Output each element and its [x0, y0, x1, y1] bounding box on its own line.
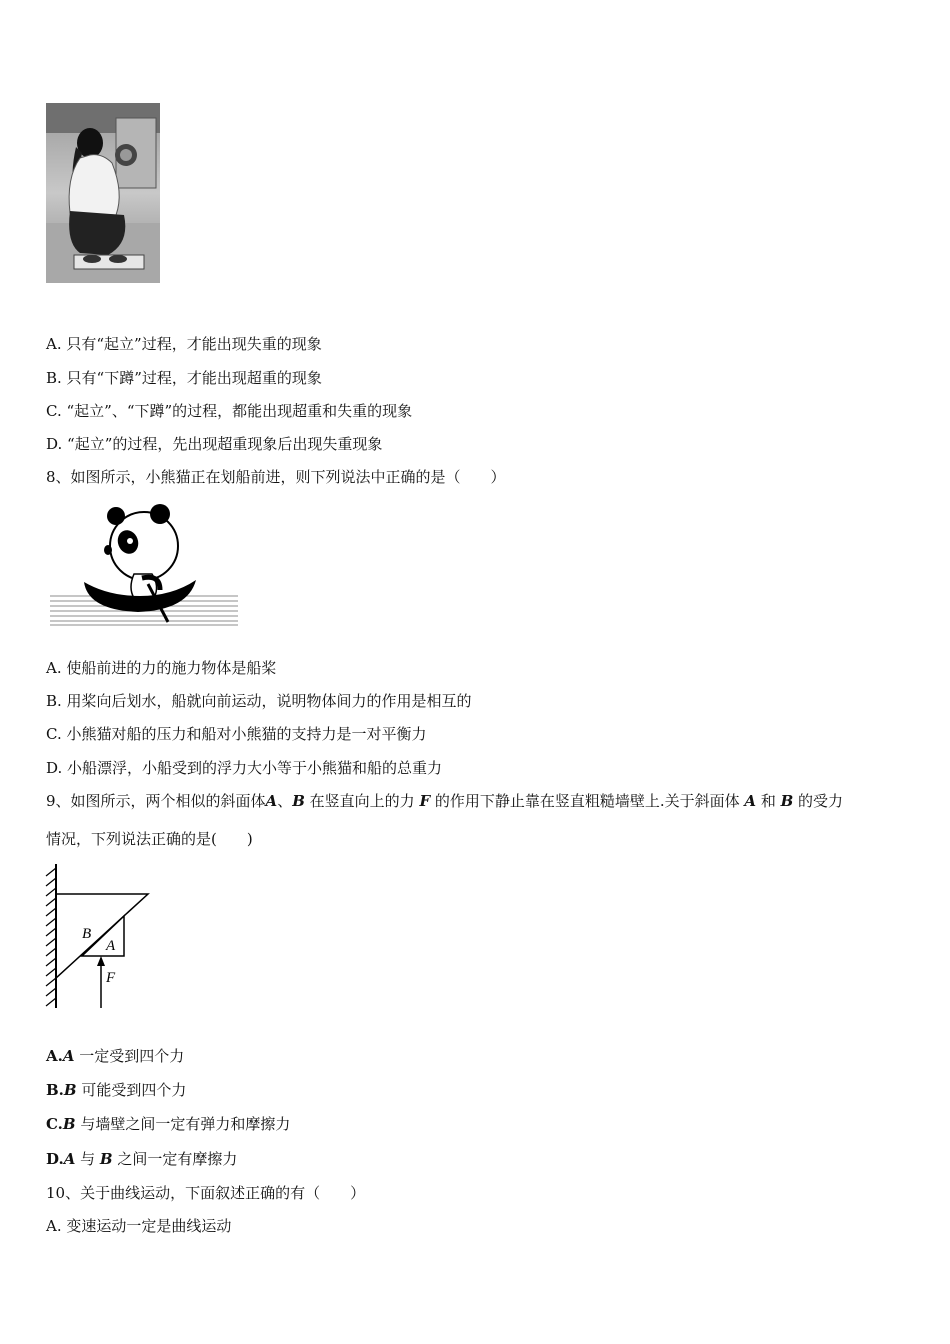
q9-option-a	[46, 1046, 184, 1066]
q9-option-d-var2: B	[99, 1150, 113, 1168]
q9-option-c-text: 与墙壁之间一定有弹力和摩擦力	[75, 1115, 291, 1133]
q9-var-a2: A	[744, 792, 757, 810]
q9-option-c	[46, 1114, 290, 1134]
q9-var-b: B	[292, 792, 305, 810]
q8-option-b: B. 用桨向后划水，船就向前运动，说明物体间力的作用是相互的	[46, 692, 472, 710]
q9-stem-part3: 的作用下静止靠在竖直粗糙墙壁上.关于斜面体	[430, 792, 745, 810]
q9-option-a-var: A	[62, 1047, 75, 1065]
q9-stem-part4: 的受力	[793, 792, 844, 810]
squat-photo	[46, 103, 160, 283]
q9-option-a-text: 一定受到四个力	[74, 1047, 185, 1065]
q9-option-b-prefix: B.	[46, 1081, 64, 1099]
q7-option-c: C. “起立”、“下蹲”的过程，都能出现超重和失重的现象	[46, 402, 413, 420]
q9-var-a: A	[265, 792, 278, 810]
q9-option-d-text: 与	[75, 1150, 100, 1168]
squat-photo-drawing	[46, 103, 160, 283]
q9-option-b-text: 可能受到四个力	[76, 1081, 187, 1099]
q8-option-c: C. 小熊猫对船的压力和船对小熊猫的支持力是一对平衡力	[46, 725, 427, 743]
wedge-diagram-drawing	[44, 862, 154, 1012]
q7-option-b: B. 只有“下蹲”过程，才能出现超重的现象	[46, 369, 322, 387]
q7-option-d: D. “起立”的过程，先出现超重现象后出现失重现象	[46, 435, 383, 453]
q10-option-a: A. 变速运动一定是曲线运动	[46, 1217, 232, 1235]
wedge-diagram	[44, 862, 154, 1012]
q9-separator: 、	[277, 792, 293, 810]
q8-option-a: A. 使船前进的力的施力物体是船桨	[46, 659, 277, 677]
q9-var-b2: B	[780, 792, 794, 810]
q9-option-b-var: B	[63, 1081, 77, 1099]
q9-option-b	[46, 1080, 186, 1100]
q9-option-d	[46, 1149, 237, 1169]
q7-option-a: A. 只有“起立”过程，才能出现失重的现象	[46, 335, 322, 353]
q9-option-d-var: A	[63, 1150, 76, 1168]
q9-stem-line2: 情况，下列说法正确的是( )	[46, 830, 253, 848]
q9-option-c-prefix: C.	[46, 1115, 63, 1133]
force-label-f: F	[106, 970, 116, 986]
q10-stem: 10、关于曲线运动，下面叙述正确的有（ ）	[46, 1184, 366, 1202]
q9-stem-part2: 在竖直向上的力	[304, 792, 420, 810]
q9-var-f: F	[419, 792, 431, 810]
q9-option-c-var: B	[62, 1115, 76, 1133]
q9-stem-part1: 9、如图所示，两个相似的斜面体	[46, 792, 266, 810]
q8-stem: 8、如图所示，小熊猫正在划船前进，则下列说法中正确的是（ ）	[46, 468, 506, 486]
q9-stem-line1	[46, 791, 843, 811]
q9-option-a-prefix: A.	[46, 1047, 63, 1065]
q8-option-d: D. 小船漂浮，小船受到的浮力大小等于小熊猫和船的总重力	[46, 759, 443, 777]
q9-and: 和	[756, 792, 781, 810]
q9-option-d-prefix: D.	[46, 1150, 64, 1168]
q9-option-d-text2: 之间一定有摩擦力	[112, 1150, 238, 1168]
panda-boat-drawing	[48, 498, 240, 630]
panda-boat-figure	[48, 498, 240, 630]
wedge-label-b: B	[82, 926, 92, 942]
wedge-label-a: A	[106, 938, 116, 954]
